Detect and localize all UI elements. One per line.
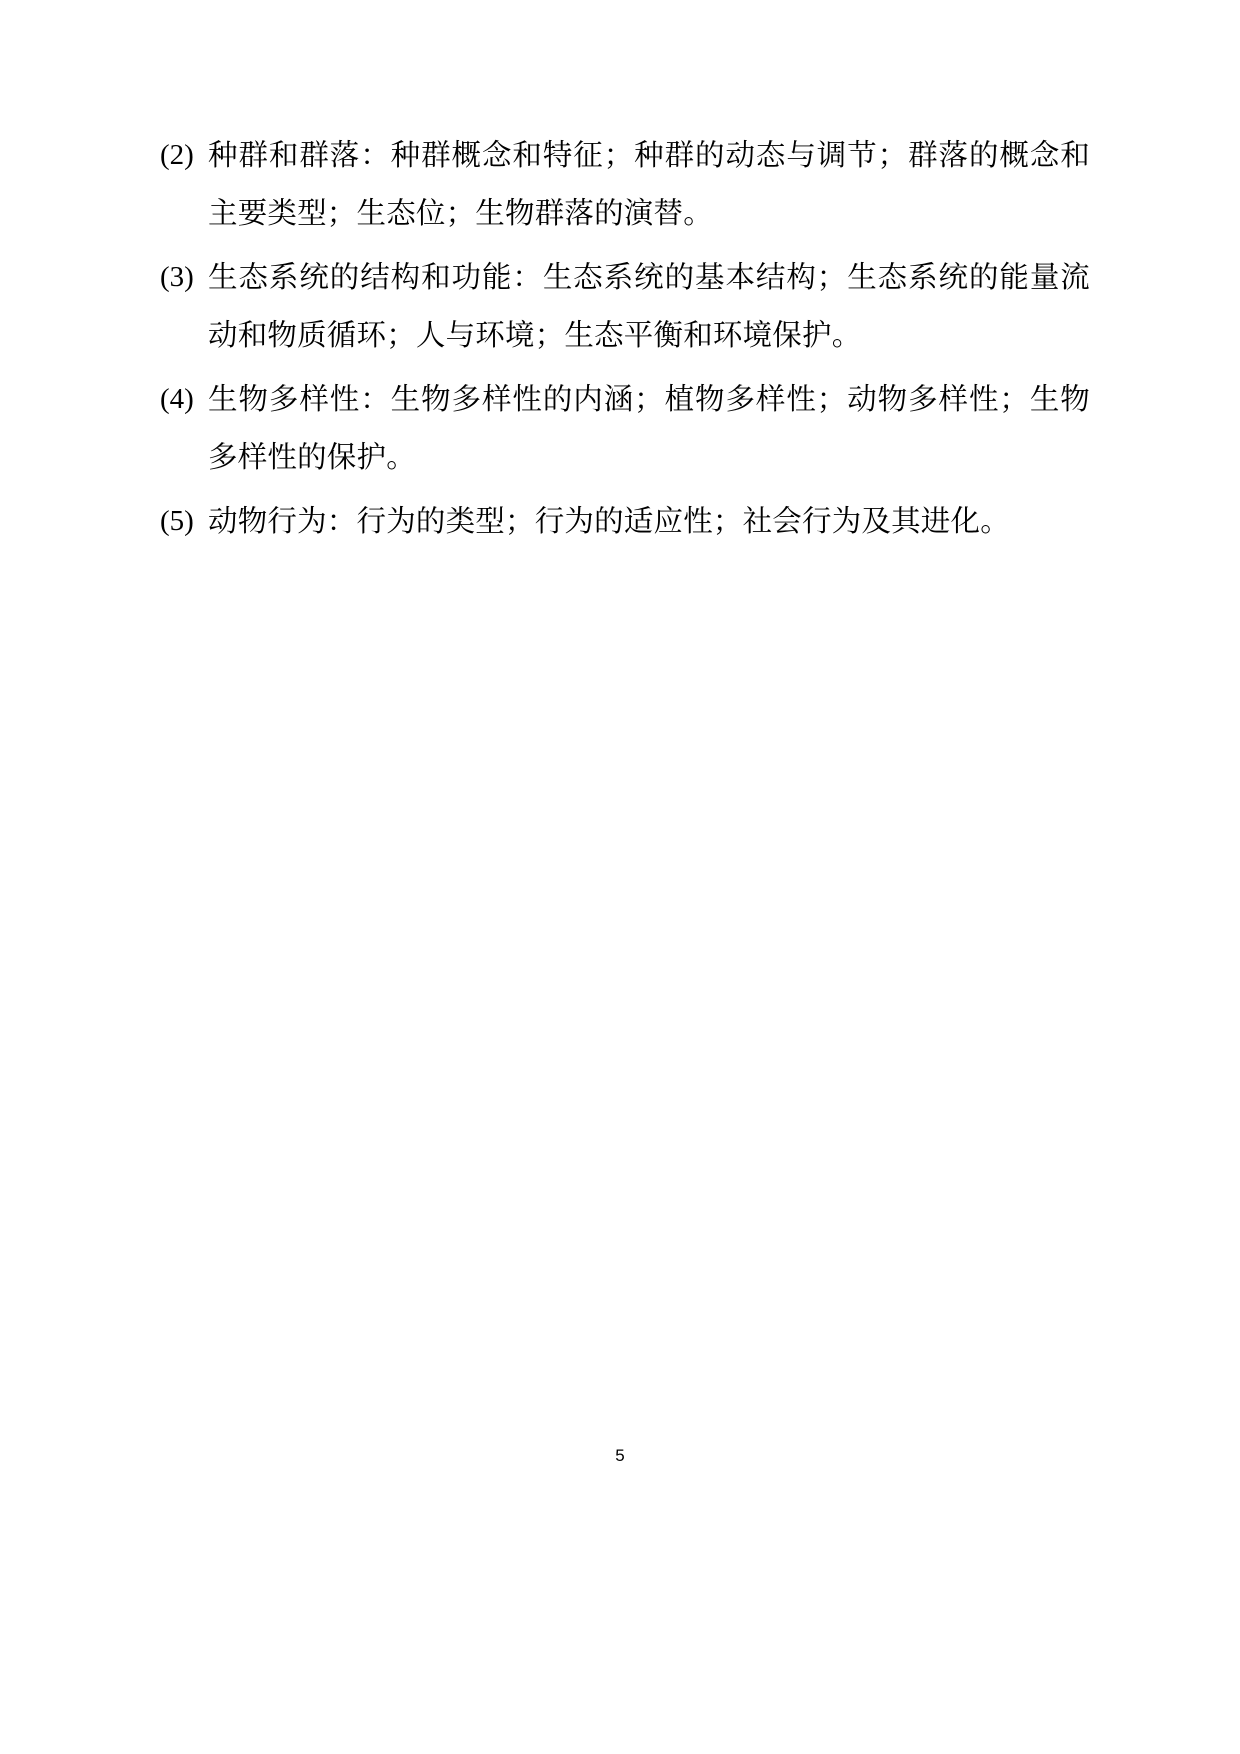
page-number: 5 bbox=[615, 1446, 625, 1465]
list-item-marker: (2) bbox=[160, 139, 194, 171]
list-item-text: 动物行为：行为的类型；行为的适应性；社会行为及其进化。 bbox=[208, 504, 1010, 538]
list-item bbox=[160, 370, 1090, 486]
outline-list bbox=[160, 126, 1090, 556]
list-item-marker: (5) bbox=[160, 505, 194, 537]
list-item bbox=[160, 492, 1090, 550]
list-item-marker: (4) bbox=[160, 383, 194, 415]
list-item-text: 生态系统的结构和功能：生态系统的基本结构；生态系统的能量流动和物质循环；人与环境；生态平衡和环境保护。 bbox=[208, 260, 1090, 352]
list-item-text: 种群和群落：种群概念和特征；种群的动态与调节；群落的概念和主要类型；生态位；生物群落的演替。 bbox=[208, 138, 1090, 230]
list-item-text: 生物多样性：生物多样性的内涵；植物多样性；动物多样性；生物多样性的保护。 bbox=[208, 382, 1090, 474]
list-item bbox=[160, 248, 1090, 364]
list-item bbox=[160, 126, 1090, 242]
list-item-marker: (3) bbox=[160, 261, 194, 293]
